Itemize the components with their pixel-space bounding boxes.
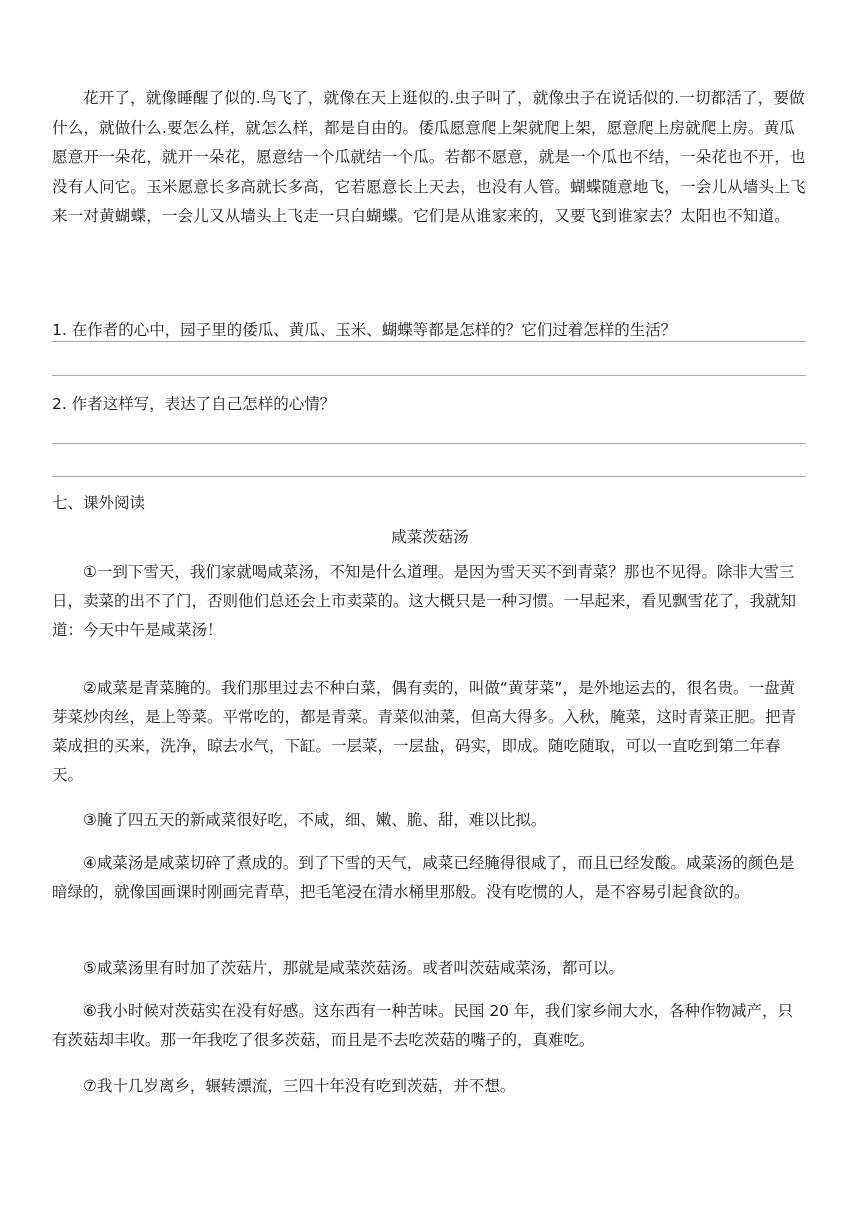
question-2	[52, 390, 808, 418]
answer-line[interactable]	[52, 476, 806, 477]
article-paragraph-6: ⑥我小时候对茨菇实在没有好感。这东西有一种苦味。民国 20 年，我们家乡闹大水，各种作物减产，只有茨菇却丰收。那一年我吃了很多茨菇，而且是不去吃茨菇的嘴子的，真难吃。	[52, 1002, 793, 1049]
answer-line[interactable]	[52, 443, 806, 444]
question-1-text: 1. 在作者的心中，园子里的倭瓜、黄瓜、玉米、蝴蝶等都是怎样的？它们过着怎样的生活？	[52, 321, 677, 339]
passage-paragraph: 花开了，就像睡醒了似的.鸟飞了，就像在天上逛似的.虫子叫了，就像虫子在说话似的.一切都活了，要做什么，就做什么.要怎么样，就怎么样，都是自由的。倭瓜愿意爬上架就爬上架，愿意爬上房就爬上房。黄瓜愿意开一朵花，就开一朵花，愿意结一个瓜就结一个瓜。若都不愿意，就是一个瓜也不结，一朵花也不开，也没有人问它。玉米愿意长多高就长多高，它若愿意长上天去，也没有人管。蝴蝶随意地飞，一会儿从墙头上飞来一对黄蝴蝶，一会儿又从墙头上飞走一只白蝴蝶。它们是从谁家来的，又要飞到谁家去？太阳也不知道。	[52, 89, 806, 225]
article-paragraph-2: ②咸菜是青菜腌的。我们那里过去不种白菜，偶有卖的，叫做“黄芽菜”，是外地运去的，很名贵。一盘黄芽菜炒肉丝，是上等菜。平常吃的，都是青菜。青菜似油菜，但高大得多。入秋，腌菜，这时青菜正肥。把青菜成担的买来，洗净，晾去水气，下缸。一层菜，一层盐，码实，即成。随吃随取，可以一直吃到第二年春天。	[52, 679, 797, 784]
reading-passage	[52, 84, 808, 232]
article-paragraph-3: ③腌了四五天的新咸菜很好吃，不咸，细、嫩、脆、甜，难以比拟。	[83, 811, 547, 829]
article-paragraph-5: ⑤咸菜汤里有时加了茨菇片，那就是咸菜茨菇汤。或者叫茨菇咸菜汤，都可以。	[83, 959, 624, 977]
article-paragraph-4: ④咸菜汤是咸菜切碎了煮成的。到了下雪的天气，咸菜已经腌得很咸了，而且已经发酸。咸菜汤的颜色是暗绿的，就像国画课时刚画完青草，把毛笔浸在清水桶里那般。没有吃惯的人，是不容易引起食欲的。	[52, 854, 795, 901]
section-heading: 七、课外阅读	[52, 494, 146, 512]
article-paragraph-7: ⑦我十几岁离乡，辗转漂流，三四十年没有吃到茨菇，并不想。	[83, 1077, 516, 1095]
answer-line[interactable]	[52, 375, 806, 376]
article-title: 咸菜茨菇汤	[391, 528, 469, 546]
question-1	[52, 316, 808, 344]
article-paragraph-1: ①一到下雪天，我们家就喝咸菜汤，不知是什么道理。是因为雪天买不到青菜？那也不见得。除非大雪三日，卖菜的出不了门，否则他们总还会上市卖菜的。这大概只是一种习惯。一早起来，看见飘雪花了，我就知道：今天中午是咸菜汤！	[52, 563, 797, 639]
question-2-text: 2. 作者这样写，表达了自己怎样的心情？	[52, 395, 336, 413]
answer-line[interactable]	[52, 341, 806, 342]
